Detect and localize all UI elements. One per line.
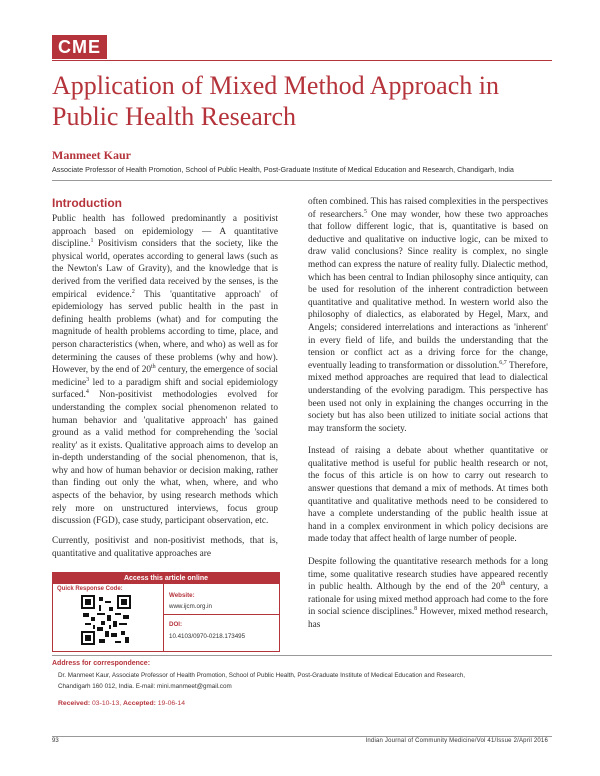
qr-code-label: Quick Response Code: bbox=[57, 586, 123, 592]
paragraph-intro-1 bbox=[52, 213, 278, 528]
correspondence-label: Address for correspondence: bbox=[52, 660, 151, 667]
citation-ref: 2 bbox=[131, 288, 135, 295]
section-badge: CME bbox=[52, 35, 107, 59]
received-date: 03-10-13, bbox=[92, 700, 122, 707]
superscript: th bbox=[151, 364, 156, 371]
citation-ref: 6,7 bbox=[499, 359, 507, 366]
box-divider-vertical bbox=[163, 584, 164, 651]
text-run: often combined. This has raised complexities in the perspectives of researchers. bbox=[308, 197, 548, 220]
author-affiliation: Associate Professor of Health Promotion, School of Public Health, Post-Graduate Institute of Medical Education and Research, Chandigarh, India bbox=[52, 165, 514, 174]
article-dates bbox=[58, 700, 185, 707]
column-left-text bbox=[52, 213, 278, 538]
text-run: This 'quantitative approach' of epidemiology has served public health in the past in defining health problems (what) and for computing the magnitude of health problems according to time, place, and person characteristics (when, where, and who) as well as for determining the causes of these problems (why and how). However, by the end of 20 bbox=[52, 289, 278, 376]
text-run: However, mixed method research, has bbox=[308, 607, 549, 630]
text-run: led to a paradigm shift and social epidemiology surfaced. bbox=[52, 377, 278, 401]
text-run: century, a rationale for using mixed method approach had come to the fore in social science disciplines. bbox=[308, 582, 549, 618]
author-name: Manmeet Kaur bbox=[52, 148, 131, 162]
text-run: Non-positivist methodologies evolved for understanding the complex social phenomenon related to human behavior and 'qualitative approach' has gained ground as a valid method for comprehending the 'social reality' as it exists. Qualitative approach aims to develop an in-depth understanding of the social phenomenon, that is, why and how of human behavior or decision making, rather than finding out only the what, when, where, and who aspects of the behavior, by using research methods which rely more on unstructured interviews, focus group discussion (FGD), case study, participant observation, etc. bbox=[52, 390, 278, 527]
text-run: Despite following the quantitative research methods for a long time, some qualitative research studies have appeared recently in public health. Although by the end of the 20 bbox=[308, 557, 548, 593]
journal-citation: Indian Journal of Community Medicine/Vol 41/Issue 2/April 2016 bbox=[365, 738, 548, 744]
text-run: Therefore, mixed method approaches are required that lead to dialectical understanding of the evolving paradigm. This perspective has been used not only in explaining the changes occurring in the society but has also been utilized to initiate social actions that may transform the society. bbox=[308, 360, 548, 434]
doi-link[interactable]: 10.4103/0970-0218.173495 bbox=[169, 633, 246, 640]
website-label: Website: bbox=[169, 592, 195, 599]
citation-ref: 5 bbox=[364, 208, 367, 215]
citation-ref: 3 bbox=[86, 376, 90, 383]
accepted-date: 19-06-14 bbox=[157, 700, 185, 707]
text-run: century, the emergence of social medicine bbox=[52, 365, 278, 388]
correspondence-line-1: Dr. Manmeet Kaur, Associate Professor of Health Promotion, School of Public Health, Post-Graduate Institute of Medical Education and Research, bbox=[58, 672, 466, 679]
accepted-label: Accepted: bbox=[123, 700, 156, 707]
section-heading-introduction: Introduction bbox=[52, 196, 122, 210]
citation-ref: 1 bbox=[90, 238, 94, 245]
correspondence-rule bbox=[52, 655, 552, 656]
access-box-heading: Access this article online bbox=[53, 573, 279, 584]
citation-ref: 8 bbox=[414, 606, 418, 613]
correspondence-address bbox=[58, 670, 548, 692]
text-run: One may wonder, how these two approaches that follow different logic, that is, quantitative is based on deductive and qualitative on inductive logic, can be mixed to draw valid conclusions? Since reality is complex, no single method can express the nature of reality fully. Dialectic method, which has been central to Indian philosophy since antiquity, can be used for resolution of the inherent contradiction between quantitative and qualitative method. In western world also the philosophy of dialectics, as elaborated by Hegel, Marx, and Angels; considered interrelations and interactions as 'inherent' in every field of life, and builds the understanding that the tension or conflict act as a driving force for the change, eventually leading to transformation or dissolution. bbox=[308, 209, 548, 371]
text-run: Public health has followed predominantly a positivist approach based on epidemiology — A quantitative discipline. bbox=[52, 214, 278, 250]
footer-rule bbox=[52, 736, 552, 737]
access-online-box bbox=[52, 572, 280, 652]
paragraph-right-1 bbox=[308, 196, 548, 435]
qr-code-icon[interactable] bbox=[81, 595, 131, 645]
website-link[interactable]: www.ijcm.org.in bbox=[169, 603, 212, 610]
correspondence-line-2: Chandigarh 160 012, India. E-mail: mini.manmeet@gmail.com bbox=[58, 683, 232, 690]
paragraph-right-2: Instead of raising a debate about whether quantitative or qualitative method is useful for public health research or not, the focus of this article is on how to carry out research to answer questions that demand a mix of methods. At times both quantitative and qualitative methods need to be considered to have a complete understanding of the public health issue at hand in a complex environment in which policy decisions are made today that affect health of large number of people. bbox=[308, 446, 548, 545]
box-divider-horizontal bbox=[163, 614, 279, 615]
received-label: Received: bbox=[58, 700, 91, 707]
paragraph-right-3 bbox=[308, 556, 548, 632]
paragraph-intro-2: Currently, positivist and non-positivist methods, that is, quantitative and qualitative approaches are bbox=[52, 536, 278, 559]
page-number: 93 bbox=[52, 738, 59, 744]
doi-label: DOI: bbox=[169, 621, 183, 628]
citation-ref: 4 bbox=[85, 389, 89, 396]
text-run: Positivism considers that the society, like the physical world, operates according to general laws (such as the Newton's Law of Gravity), and the knowledge that is derived from the verified data received by the senses, is the empirical evidence. bbox=[52, 239, 278, 300]
article-title: Application of Mixed Method Approach in Public Health Research bbox=[52, 71, 499, 131]
column-right-text bbox=[308, 196, 548, 642]
superscript: th bbox=[500, 581, 506, 588]
affiliation-rule bbox=[52, 180, 552, 181]
header-rule bbox=[52, 60, 552, 61]
column-left-text-continued bbox=[52, 535, 278, 570]
